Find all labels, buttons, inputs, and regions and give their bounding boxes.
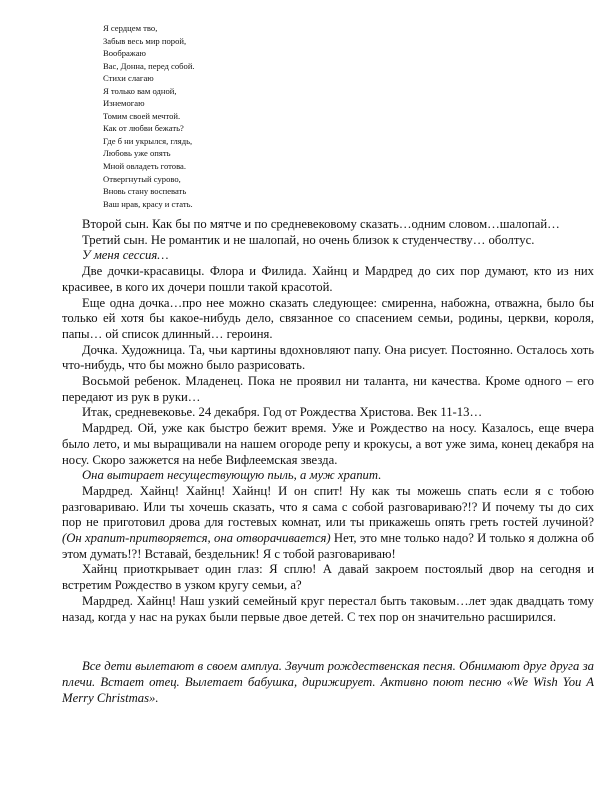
stage-direction-text: Она вытирает несуществующую пыль, а муж храпит. bbox=[82, 468, 382, 483]
paragraph-stage-direction bbox=[62, 468, 594, 484]
poem-line: Как от любви бежать? bbox=[103, 123, 184, 134]
poem-line: Изнемогаю bbox=[103, 98, 145, 109]
paragraph-gap bbox=[62, 625, 594, 659]
poem-line: Где б ни укрылся, глядь, bbox=[103, 135, 193, 146]
poem-line: Воображаю bbox=[103, 48, 146, 59]
paragraph-artist-daughter: Дочка. Художница. Та, чьи картины вдохновляют папу. Она рисует. Постоянно. Осталось хоть что-нибудь, что бы можно было разрисовать. bbox=[62, 342, 594, 373]
paragraph-third-son: Третий сын. Не романтик и не шалопай, но очень близок к студенчеству… оболтус. bbox=[82, 232, 535, 247]
poem-line: Томим своей мечтой. bbox=[103, 110, 181, 121]
poem-line: Я только вам одной, bbox=[103, 85, 177, 96]
mardred-speech-continued: Нет, это мне только надо? И только я должна об этом думать!?! Вставай, бездельник! Я с тобой разговариваю! bbox=[62, 531, 594, 561]
paragraph-mardred-family: Мардред. Хайнц! Наш узкий семейный круг перестал быть таковым…лет эдак двадцать тому назад, когда у нас на руках были первые двое детей. С тех пор он значительно расширился. bbox=[62, 593, 594, 624]
mardred-speech: Мардред. Хайнц! Хайнц! Хайнц! И он спит! Ну как ты можешь спать если я с тобою разговариваю. Или ты хочешь сказать, что я сама с собой разговариваю?!? И почему ты до сих пор не приготовил дрова для гостевых комнат, или ты прикажешь опять греть гостей лучиной? bbox=[62, 483, 594, 530]
poem-line: Любовь уже опять bbox=[103, 148, 171, 159]
paragraph-baby: Восьмой ребенок. Младенец. Пока не проявил ни таланта, ни качества. Кроме одного – его передают из рук в руки… bbox=[62, 374, 594, 404]
poem-line: Вновь стану воспевать bbox=[103, 186, 187, 197]
stage-remark: (Он храпит-притворяется, она отворачивается) bbox=[62, 531, 331, 546]
poem-block bbox=[103, 22, 343, 210]
paragraph-setting: Итак, средневековье. 24 декабря. Год от Рождества Христова. Век 11-13… bbox=[82, 405, 483, 420]
poem-line: Ваш нрав, красу и стать. bbox=[103, 198, 193, 209]
paragraph-daughters: Две дочки-красавицы. Флора и Филида. Хайнц и Мардред до сих пор думают, кто из них красивее, в кого их дочери пошли такой красотой. bbox=[62, 264, 594, 294]
poem-line: Я сердцем тво, bbox=[103, 23, 158, 33]
paragraph-mardred-wakes-heinz bbox=[62, 484, 594, 563]
poem-line: Забыв весь мир порой, bbox=[103, 35, 187, 46]
paragraph-second-son: Второй сын. Как бы по мятче и по средневековому сказать…одним словом…шалопай… bbox=[82, 217, 560, 231]
poem-line: Вас, Донна, перед собой. bbox=[103, 60, 195, 71]
remark-text: У меня сессия… bbox=[82, 248, 169, 263]
final-stage-direction: Все дети вылетают в своем амплуа. Звучит рождественская песня. Обнимают друг друга за плечи. Встает отец. Вылетает бабушка, дирижирует. Активно поют песню «We Wish You A Merry Christmas». bbox=[62, 659, 594, 705]
paragraph-session-remark bbox=[62, 248, 594, 264]
poem-line: Отвергнутый сурово, bbox=[103, 173, 181, 184]
paragraph-mardred-christmas: Мардред. Ой, уже как быстро бежит время. Уже и Рождество на носу. Казалось, еще вчера было лето, и мы выращивали на нашем огороде репу и крокусы, а вот уже зима, конец декабря на носу. Скоро зажжется на небе Вифлеемская звезда. bbox=[62, 421, 594, 467]
poem-line: Стихи слагаю bbox=[103, 73, 154, 84]
paragraph-heinz-reply: Хайнц приоткрывает один глаз: Я сплю! А давай закроем постоялый двор на сегодня и встретим Рождество в узком кругу семьи, а? bbox=[62, 562, 594, 593]
body-text bbox=[62, 217, 594, 706]
paragraph-heroine-daughter: Еще одна дочка…про нее можно сказать следующее: смиренна, набожна, отважна, было бы только ей хотя бы какое-нибудь дело, связанное со спасением семьи, родины, церкви, короля, папы… ой список длинный… героиня. bbox=[62, 295, 594, 341]
poem-line: Мной овладеть готова. bbox=[103, 161, 186, 172]
